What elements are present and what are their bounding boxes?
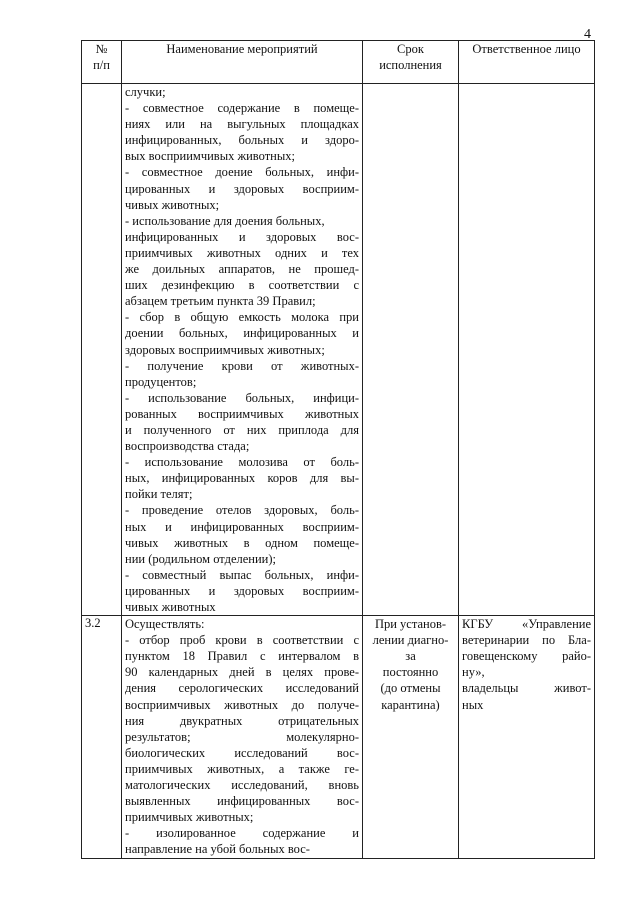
text-line: ших дезинфекцию в соответствии с xyxy=(125,278,359,293)
text-line: Осуществлять: xyxy=(125,617,205,632)
text-line: чивых животных в одном помеще- xyxy=(125,535,359,550)
text-line: постоянно xyxy=(382,665,439,680)
text-line: результатов; молекулярно- xyxy=(125,729,359,744)
table-header-row xyxy=(82,41,595,84)
text-line: - использование для доения больных, xyxy=(125,213,325,228)
measures-text xyxy=(122,616,363,858)
text-line: доении больных, инфицированных и xyxy=(125,326,359,341)
text-line: вых восприимчивых животных; xyxy=(125,149,295,164)
text-line: приимчивых животных; xyxy=(125,810,254,825)
text-line: - проведение отелов здоровых, боль- xyxy=(125,503,359,518)
text-line: нии (родильном отделении); xyxy=(125,551,277,566)
header-number-line: п/п xyxy=(93,58,110,73)
header-responsible-label: Ответственное лицо xyxy=(472,42,581,56)
text-line: цированных и здоровых восприим- xyxy=(125,583,359,598)
text-line: - совместное доение больных, инфи- xyxy=(125,165,359,180)
text-line: биологических исследований вос- xyxy=(125,745,359,760)
page-number: 4 xyxy=(584,27,591,42)
text-line: случки; xyxy=(125,85,166,99)
text-line: ных xyxy=(462,697,484,712)
text-line: КГБУ «Управление xyxy=(462,617,591,632)
header-number-line: № xyxy=(95,42,108,56)
text-line: - отбор проб крови в соответствии с xyxy=(125,633,359,648)
text-line: приимчивых животных одних и тех xyxy=(125,245,359,260)
text-line: пойки телят; xyxy=(125,487,193,502)
text-line: - использование больных, инфици- xyxy=(125,390,359,405)
text-line: рованных восприимчивых животных xyxy=(125,406,359,421)
text-line: ниях или на выгульных площадках xyxy=(125,117,359,132)
text-line: чивых животных xyxy=(125,600,216,614)
text-line: - совместное содержание в помеще- xyxy=(125,101,359,116)
responsible-text xyxy=(459,616,595,858)
text-line: ных и инфицированных восприим- xyxy=(125,519,359,534)
text-line: направление на убой больных вос- xyxy=(125,842,310,857)
text-line: карантина) xyxy=(381,697,440,712)
row-number: 3.2 xyxy=(82,616,122,858)
text-line: При установ- xyxy=(374,617,447,632)
table-row xyxy=(82,616,595,858)
measures-table xyxy=(81,40,595,859)
header-number xyxy=(82,41,122,84)
text-line: приимчивых животных, а также ге- xyxy=(125,761,359,776)
text-line: здоровых восприимчивых животных; xyxy=(125,342,325,357)
text-line: за xyxy=(405,649,416,664)
text-line: чивых животных; xyxy=(125,197,220,212)
text-line: абзацем третьим пункта 39 Правил; xyxy=(125,294,316,309)
text-line: инфицированных и здоровых вос- xyxy=(125,229,359,244)
text-line: продуцентов; xyxy=(125,374,197,389)
term-text xyxy=(363,84,459,616)
measures-text xyxy=(122,84,363,616)
term-text xyxy=(363,616,459,858)
text-line: говещенскому райо- xyxy=(462,649,591,664)
text-line: владельцы живот- xyxy=(462,681,591,696)
text-line: ветеринарии по Бла- xyxy=(462,633,591,648)
header-term-line: Срок xyxy=(397,42,424,56)
text-line: дения серологических исследований xyxy=(125,681,359,696)
text-line: ния двукратных отрицательных xyxy=(125,713,359,728)
text-line: (до отмены xyxy=(380,681,441,696)
text-line: - совместный выпас больных, инфи- xyxy=(125,567,359,582)
text-line: же доильных аппаратов, не прошед- xyxy=(125,262,359,277)
row-number xyxy=(82,84,122,616)
text-line: 90 календарных дней в целях прове- xyxy=(125,665,359,680)
text-line: ну», xyxy=(462,665,485,680)
text-line: - сбор в общую емкость молока при xyxy=(125,310,359,325)
text-line: лении диагно- xyxy=(372,633,449,648)
header-term xyxy=(363,41,459,84)
text-line: ных, инфицированных коров для вы- xyxy=(125,471,359,486)
text-line: восприимчивых животных до получе- xyxy=(125,697,359,712)
text-line: выявленных инфицированных вос- xyxy=(125,794,359,809)
header-measures xyxy=(122,41,363,84)
text-line: - использование молозива от боль- xyxy=(125,455,359,470)
text-line: - изолированное содержание и xyxy=(125,826,359,841)
text-line: воспроизводства стада; xyxy=(125,439,250,454)
text-line: инфицированных, больных и здоро- xyxy=(125,133,359,148)
table-row xyxy=(82,84,595,616)
header-measures-label: Наименование мероприятий xyxy=(166,42,318,56)
header-responsible xyxy=(459,41,595,84)
text-line: и полученного от них приплода для xyxy=(125,422,359,437)
responsible-text xyxy=(459,84,595,616)
text-line: - получение крови от животных- xyxy=(125,358,359,373)
text-line: пунктом 18 Правил с интервалом в xyxy=(125,649,359,664)
text-line: матологических исследований, вновь xyxy=(125,778,359,793)
text-line: цированных и здоровых восприим- xyxy=(125,181,359,196)
header-term-line: исполнения xyxy=(379,58,442,73)
